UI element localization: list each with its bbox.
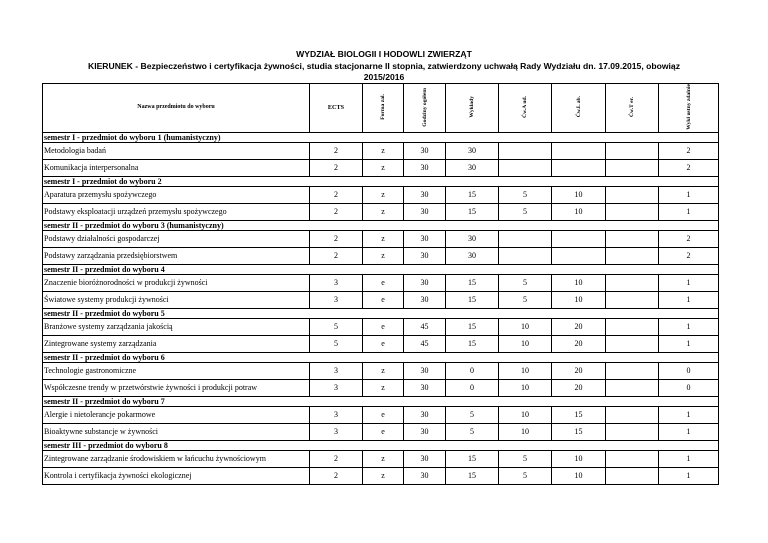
cell-cwl <box>552 142 606 159</box>
cell-wykl: 15 <box>446 318 499 335</box>
cell-cwa <box>499 142 552 159</box>
cell-forma: z <box>363 186 404 203</box>
cell-wykl: 15 <box>446 203 499 220</box>
section-label: semestr II - przedmiot do wyboru 5 <box>43 308 719 318</box>
table-row <box>43 406 719 423</box>
cell-ects: 2 <box>310 142 363 159</box>
cell-godz: 30 <box>404 203 446 220</box>
cell-ects: 3 <box>310 274 363 291</box>
cell-cwt <box>606 230 659 247</box>
section-header-row <box>43 220 719 230</box>
cell-cwa: 10 <box>499 379 552 396</box>
header-cw-ter <box>606 84 659 133</box>
cell-godz: 30 <box>404 186 446 203</box>
section-label: semestr I - przedmiot do wyboru 2 <box>43 176 719 186</box>
cell-cwa: 5 <box>499 467 552 484</box>
cell-ust: 1 <box>659 450 719 467</box>
cell-cwt <box>606 318 659 335</box>
cell-godz: 30 <box>404 406 446 423</box>
table-row <box>43 379 719 396</box>
table-row <box>43 467 719 484</box>
cell-ects: 2 <box>310 230 363 247</box>
cell-wykl: 5 <box>446 423 499 440</box>
cell-wykl: 15 <box>446 467 499 484</box>
table-row <box>43 318 719 335</box>
section-header-row <box>43 440 719 450</box>
cell-ects: 2 <box>310 450 363 467</box>
header-cw-aud <box>499 84 552 133</box>
cell-cwt <box>606 291 659 308</box>
elective-courses-table <box>42 83 719 485</box>
header-wyklady <box>446 84 499 133</box>
cell-ust: 1 <box>659 203 719 220</box>
header-wykl-ust <box>659 84 719 133</box>
table-row <box>43 203 719 220</box>
cell-godz: 30 <box>404 467 446 484</box>
cell-forma: z <box>363 203 404 220</box>
header-godziny <box>404 84 446 133</box>
header-cw-lab-label: Ćw.L ab. <box>575 96 582 118</box>
cell-forma: z <box>363 230 404 247</box>
cell-godz: 30 <box>404 274 446 291</box>
table-row <box>43 335 719 352</box>
cell-godz: 30 <box>404 159 446 176</box>
cell-forma: z <box>363 142 404 159</box>
cell-cwa: 10 <box>499 406 552 423</box>
cell-wykl: 15 <box>446 274 499 291</box>
cell-cwa: 10 <box>499 335 552 352</box>
cell-name: Współczesne trendy w przetwórstwie żywności i produkcji potraw <box>43 379 310 396</box>
cell-cwl: 20 <box>552 318 606 335</box>
cell-cwt <box>606 247 659 264</box>
cell-cwl: 15 <box>552 406 606 423</box>
cell-ust: 2 <box>659 230 719 247</box>
cell-ust: 1 <box>659 186 719 203</box>
section-header-row <box>43 176 719 186</box>
cell-ects: 2 <box>310 186 363 203</box>
section-header-row <box>43 264 719 274</box>
cell-cwa: 5 <box>499 274 552 291</box>
cell-ust: 1 <box>659 318 719 335</box>
cell-cwa: 10 <box>499 362 552 379</box>
cell-cwt <box>606 142 659 159</box>
header-cw-lab <box>552 84 606 133</box>
cell-ects: 2 <box>310 467 363 484</box>
cell-cwa: 5 <box>499 203 552 220</box>
cell-ust: 2 <box>659 247 719 264</box>
faculty-title: WYDZIAŁ BIOLOGII I HODOWLI ZWIERZĄT <box>296 49 472 59</box>
cell-ects: 3 <box>310 379 363 396</box>
table-row <box>43 274 719 291</box>
cell-cwl: 10 <box>552 203 606 220</box>
cell-ects: 2 <box>310 247 363 264</box>
table-row <box>43 291 719 308</box>
cell-cwl <box>552 159 606 176</box>
cell-cwt <box>606 467 659 484</box>
cell-wykl: 15 <box>446 291 499 308</box>
cell-ust: 1 <box>659 291 719 308</box>
cell-ects: 2 <box>310 203 363 220</box>
cell-ust: 0 <box>659 362 719 379</box>
cell-forma: e <box>363 406 404 423</box>
cell-cwl <box>552 247 606 264</box>
cell-godz: 30 <box>404 379 446 396</box>
cell-godz: 30 <box>404 230 446 247</box>
header-forma <box>363 84 404 133</box>
cell-godz: 30 <box>404 291 446 308</box>
cell-forma: e <box>363 423 404 440</box>
cell-ects: 3 <box>310 406 363 423</box>
section-header-row <box>43 352 719 362</box>
cell-wykl: 15 <box>446 335 499 352</box>
cell-wykl: 0 <box>446 379 499 396</box>
cell-wykl: 30 <box>446 142 499 159</box>
section-label: semestr II - przedmiot do wyboru 3 (humanistyczny) <box>43 220 719 230</box>
section-header-row <box>43 396 719 406</box>
cell-cwt <box>606 423 659 440</box>
cell-cwa: 5 <box>499 291 552 308</box>
cell-ust: 0 <box>659 379 719 396</box>
cell-ects: 3 <box>310 291 363 308</box>
cell-cwl: 15 <box>552 423 606 440</box>
cell-cwl: 10 <box>552 274 606 291</box>
cell-name: Komunikacja interpersonalna <box>43 159 310 176</box>
cell-cwa: 5 <box>499 186 552 203</box>
cell-cwl: 10 <box>552 291 606 308</box>
cell-godz: 30 <box>404 142 446 159</box>
cell-name: Podstawy działalności gospodarczej <box>43 230 310 247</box>
cell-cwt <box>606 203 659 220</box>
section-label: semestr I - przedmiot do wyboru 1 (humanistyczny) <box>43 132 719 142</box>
table-row <box>43 423 719 440</box>
cell-name: Bioaktywne substancje w żywności <box>43 423 310 440</box>
cell-ects: 3 <box>310 423 363 440</box>
section-label: semestr II - przedmiot do wyboru 7 <box>43 396 719 406</box>
table-row <box>43 247 719 264</box>
cell-wykl: 15 <box>446 450 499 467</box>
cell-forma: z <box>363 247 404 264</box>
cell-ust: 1 <box>659 423 719 440</box>
cell-cwa: 10 <box>499 423 552 440</box>
cell-cwl: 10 <box>552 186 606 203</box>
cell-forma: e <box>363 274 404 291</box>
cell-godz: 45 <box>404 318 446 335</box>
cell-ust: 2 <box>659 142 719 159</box>
section-header-row <box>43 308 719 318</box>
cell-cwt <box>606 274 659 291</box>
academic-year: 2015/2016 <box>363 72 405 82</box>
program-subtitle: KIERUNEK - Bezpieczeństwo i certyfikacja żywności, studia stacjonarne II stopnia, zatwierdzony uchwałą Rady Wydziału dn. 17.09.2015, obowiąz <box>87 61 681 71</box>
cell-cwt <box>606 379 659 396</box>
cell-name: Znaczenie bioróżnorodności w produkcji żywności <box>43 274 310 291</box>
cell-cwl <box>552 230 606 247</box>
cell-name: Zintegrowane zarządzanie środowiskiem w łańcuchu żywnościowym <box>43 450 310 467</box>
header-course-name: Nazwa przedmiotu do wyboru <box>43 84 310 133</box>
cell-forma: z <box>363 159 404 176</box>
cell-name: Branżowe systemy zarządzania jakością <box>43 318 310 335</box>
section-label: semestr II - przedmiot do wyboru 6 <box>43 352 719 362</box>
header-cw-ter-label: Ćw.T er. <box>629 96 635 117</box>
cell-godz: 45 <box>404 335 446 352</box>
cell-wykl: 15 <box>446 186 499 203</box>
cell-name: Alergie i nietolerancje pokarmowe <box>43 406 310 423</box>
cell-godz: 30 <box>404 423 446 440</box>
cell-godz: 30 <box>404 362 446 379</box>
cell-wykl: 30 <box>446 247 499 264</box>
section-label: semestr II - przedmiot do wyboru 4 <box>43 264 719 274</box>
section-label: semestr III - przedmiot do wyboru 8 <box>43 440 719 450</box>
cell-name: Podstawy zarządzania przedsiębiorstwem <box>43 247 310 264</box>
cell-cwa <box>499 247 552 264</box>
header-forma-label: Forma zal. <box>380 94 386 120</box>
cell-forma: z <box>363 467 404 484</box>
table-row <box>43 159 719 176</box>
cell-name: Zintegrowane systemy zarządzania <box>43 335 310 352</box>
cell-ects: 5 <box>310 318 363 335</box>
cell-wykl: 30 <box>446 230 499 247</box>
cell-ust: 1 <box>659 335 719 352</box>
cell-ects: 5 <box>310 335 363 352</box>
cell-ust: 1 <box>659 467 719 484</box>
cell-godz: 30 <box>404 247 446 264</box>
cell-name: Kontrola i certyfikacja żywności ekologicznej <box>43 467 310 484</box>
cell-wykl: 5 <box>446 406 499 423</box>
cell-cwt <box>606 450 659 467</box>
cell-ects: 3 <box>310 362 363 379</box>
section-header-row <box>43 132 719 142</box>
cell-cwt <box>606 335 659 352</box>
cell-forma: e <box>363 335 404 352</box>
cell-name: Aparatura przemysłu spożywczego <box>43 186 310 203</box>
cell-forma: z <box>363 379 404 396</box>
cell-cwt <box>606 362 659 379</box>
header-wyklady-label: Wykłady <box>469 96 475 118</box>
header-wykl-ust-label: Wykł ustny zdalnie <box>685 84 692 130</box>
table-row <box>43 186 719 203</box>
cell-cwl: 20 <box>552 379 606 396</box>
cell-cwl: 20 <box>552 335 606 352</box>
cell-forma: z <box>363 450 404 467</box>
cell-forma: e <box>363 291 404 308</box>
cell-cwa: 5 <box>499 450 552 467</box>
table-row <box>43 230 719 247</box>
cell-cwt <box>606 406 659 423</box>
table-header-row <box>43 84 719 133</box>
table-row <box>43 450 719 467</box>
table-row <box>43 362 719 379</box>
cell-cwl: 20 <box>552 362 606 379</box>
cell-cwa <box>499 159 552 176</box>
cell-cwl: 10 <box>552 450 606 467</box>
cell-cwt <box>606 159 659 176</box>
cell-wykl: 0 <box>446 362 499 379</box>
table-row <box>43 142 719 159</box>
cell-name: Podstawy eksploatacji urządzeń przemysłu spożywczego <box>43 203 310 220</box>
cell-cwa <box>499 230 552 247</box>
header-godziny-label: Godziny ogółem <box>421 87 428 127</box>
cell-cwl: 10 <box>552 467 606 484</box>
cell-ust: 2 <box>659 159 719 176</box>
cell-ust: 1 <box>659 406 719 423</box>
cell-name: Metodologia badań <box>43 142 310 159</box>
table-body <box>43 132 719 484</box>
cell-forma: z <box>363 362 404 379</box>
header-ects: ECTS <box>310 84 363 133</box>
cell-cwa: 10 <box>499 318 552 335</box>
cell-name: Światowe systemy produkcji żywności <box>43 291 310 308</box>
cell-ects: 2 <box>310 159 363 176</box>
cell-godz: 30 <box>404 450 446 467</box>
cell-ust: 1 <box>659 274 719 291</box>
header-cw-aud-label: Ćw.A ud. <box>522 95 528 118</box>
cell-forma: e <box>363 318 404 335</box>
cell-name: Technologie gastronomiczne <box>43 362 310 379</box>
cell-cwt <box>606 186 659 203</box>
cell-wykl: 30 <box>446 159 499 176</box>
